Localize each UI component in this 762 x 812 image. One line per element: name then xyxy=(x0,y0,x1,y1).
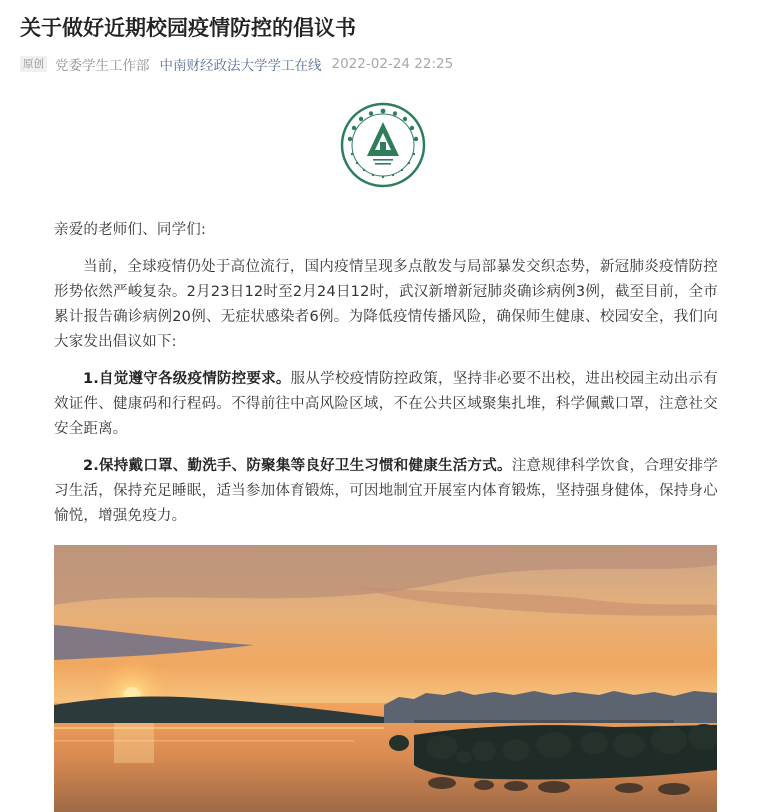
proposal-text: 服从学校疫情防控政策，坚持非必要不出校，进出校园主动出示有效证件、健康码和行程码。不得前往中高风险区域，不在公共区域聚集扎堆，科学佩戴口罩，注意社交安全距离。 xyxy=(54,371,718,437)
article-meta xyxy=(20,54,453,74)
author-name: 党委学生工作部 xyxy=(55,58,150,74)
proposal-heading: 2.保持戴口罩、勤洗手、防聚集等良好卫生习惯和健康生活方式。 xyxy=(83,458,512,474)
original-badge: 原创 xyxy=(20,56,47,72)
intro-paragraph: 当前，全球疫情仍处于高位流行，国内疫情呈现多点散发与局部暴发交织态势，新冠肺炎疫情防控形势依然严峻复杂。2月23日12时至2月24日12时，武汉新增新冠肺炎确诊病例3例，截至目前，全市累计报告确诊病例20例、无症状感染者6例。为降低疫情传播风险，确保师生健康、校园安全，我们向大家发出倡议如下: xyxy=(54,259,718,350)
university-seal-icon xyxy=(340,102,426,188)
proposal-heading: 1.自觉遵守各级疫情防控要求。 xyxy=(83,371,291,387)
proposal-item-1 xyxy=(54,367,718,442)
sunset-lake-photo xyxy=(54,545,717,812)
proposal-text: 注意规律科学饮食，合理安排学习生活，保持充足睡眠，适当参加体育锻炼，可因地制宜开展室内体育锻炼，坚持强身健体，保持身心愉悦，增强免疫力。 xyxy=(54,458,718,524)
publish-datetime: 2022-02-24 22:25 xyxy=(331,56,454,72)
greeting-paragraph: 亲爱的老师们、同学们: xyxy=(54,222,207,238)
proposal-item-2 xyxy=(54,454,718,529)
article-title: 关于做好近期校园疫情防控的倡议书 xyxy=(20,16,356,40)
account-name-link[interactable]: 中南财经政法大学学工在线 xyxy=(159,58,322,74)
article-body xyxy=(54,218,718,541)
